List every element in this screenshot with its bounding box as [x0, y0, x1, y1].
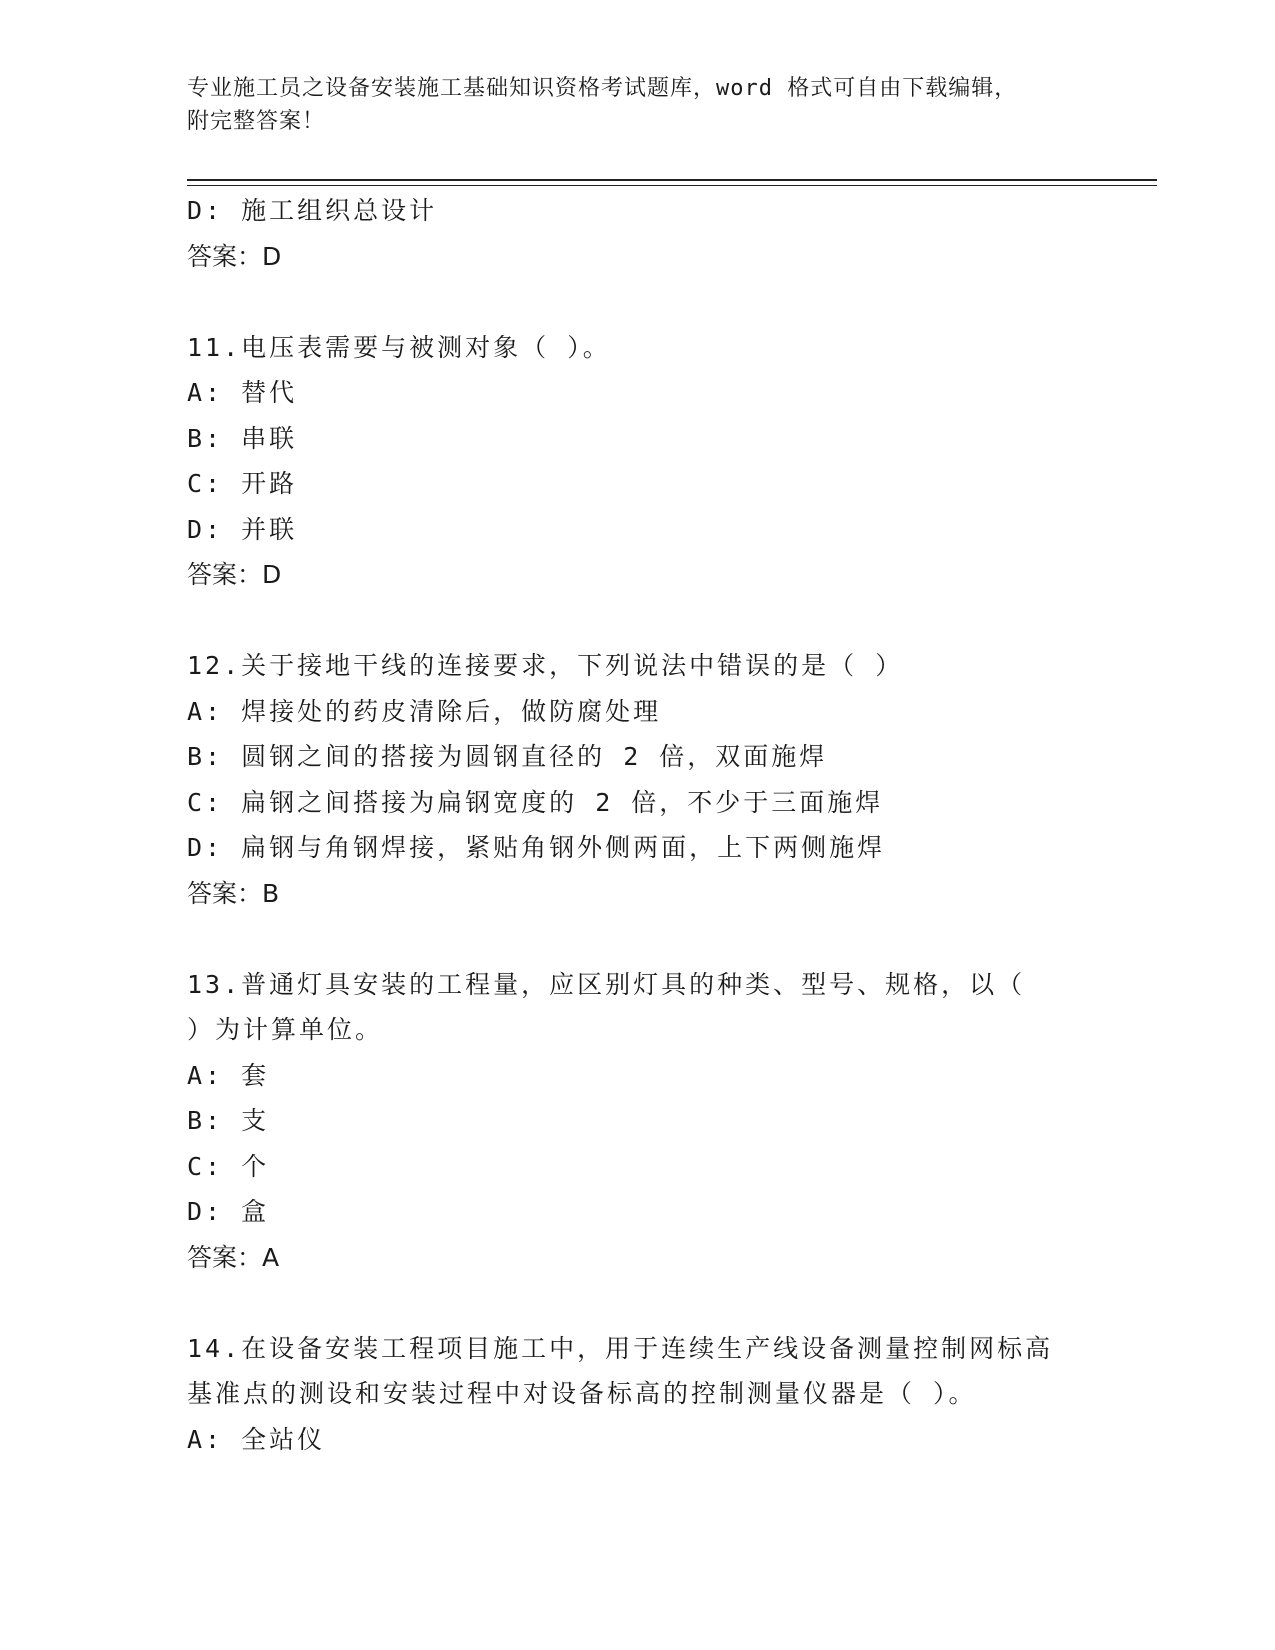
- question-list: [187, 188, 1157, 1462]
- option-d: D: 并联: [187, 514, 298, 544]
- option-a: A: 全站仪: [187, 1424, 326, 1454]
- option-a: A: 焊接处的药皮清除后，做防腐处理: [187, 696, 662, 726]
- question-stem-line-1: 14.在设备安装工程项目施工中，用于连续生产线设备测量控制网标高: [187, 1333, 1054, 1363]
- question-11: [187, 325, 1157, 598]
- question-12: [187, 643, 1157, 916]
- question-prev: [187, 188, 1157, 279]
- option-d: D: 盒: [187, 1197, 270, 1226]
- question-stem-line-2: ）为计算单位。: [187, 1015, 384, 1044]
- question-13: [187, 962, 1157, 1281]
- spacer: [187, 279, 1157, 325]
- option-d: D: 施工组织总设计: [187, 196, 438, 225]
- question-stem: 11.电压表需要与被测对象（ ）。: [187, 332, 611, 362]
- spacer: [187, 598, 1157, 644]
- option-b: B: 串联: [187, 423, 298, 453]
- spacer: [187, 916, 1157, 962]
- option-c: C: 扁钢之间搭接为扁钢宽度的 2 倍，不少于三面施焊: [187, 787, 884, 817]
- question-stem: 12.关于接地干线的连接要求，下列说法中错误的是（ ）: [187, 651, 904, 680]
- question-14: [187, 1326, 1157, 1463]
- header-line-1: 专业施工员之设备安装施工基础知识资格考试题库，word 格式可自由下载编辑，: [187, 76, 1018, 101]
- option-b: B: 支: [187, 1106, 270, 1135]
- option-a: A: 替代: [187, 378, 298, 407]
- spacer: [187, 1280, 1157, 1326]
- answer-line: 答案：B: [187, 878, 280, 908]
- option-b: B: 圆钢之间的搭接为圆钢直径的 2 倍，双面施焊: [187, 742, 828, 771]
- question-stem-line-1: 13.普通灯具安装的工程量，应区别灯具的种类、型号、规格，以（: [187, 969, 1026, 999]
- header-divider-bottom: [187, 185, 1157, 186]
- header-divider-top: [187, 179, 1157, 181]
- option-c: C: 开路: [187, 469, 298, 498]
- answer-line: 答案：D: [187, 241, 282, 271]
- document-header: [187, 72, 1087, 138]
- answer-line: 答案：A: [187, 1242, 280, 1272]
- question-stem-line-2: 基准点的测设和安装过程中对设备标高的控制测量仪器是（ ）。: [187, 1379, 977, 1408]
- option-a: A: 套: [187, 1060, 270, 1090]
- option-d: D: 扁钢与角钢焊接，紧贴角钢外侧两面，上下两侧施焊: [187, 833, 886, 862]
- answer-line: 答案：D: [187, 560, 282, 589]
- option-c: C: 个: [187, 1151, 270, 1181]
- header-line-2: 附完整答案！: [187, 109, 326, 134]
